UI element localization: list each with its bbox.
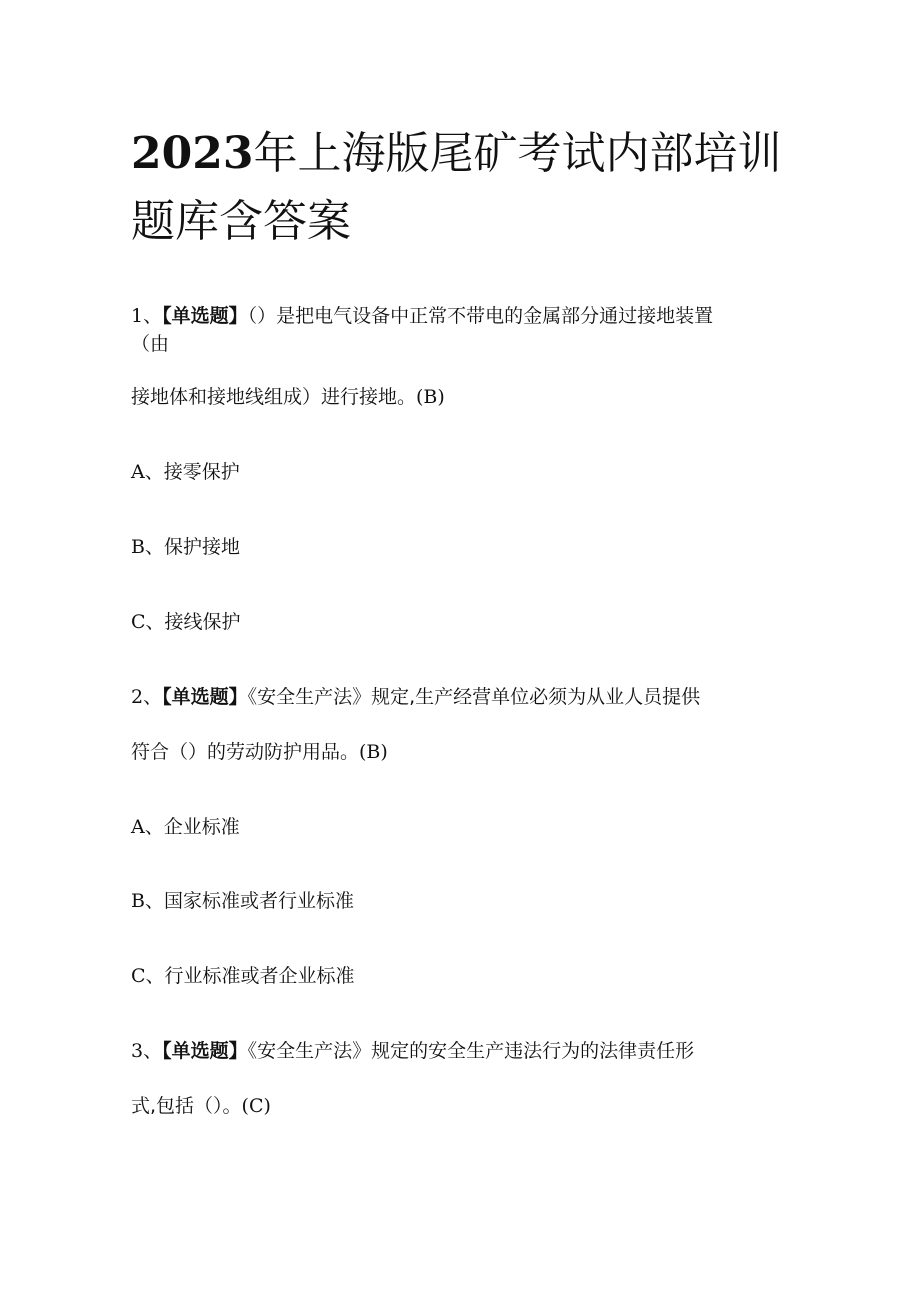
question-2-text-cont: 符合（）的劳动防护用品。 — [131, 741, 360, 763]
question-1-text-cont: 接地体和接地线组成）进行接地。 — [131, 386, 417, 408]
question-1-number: 1、 — [131, 305, 163, 327]
question-1-line-3 — [131, 384, 445, 410]
question-3-line-1 — [131, 1038, 694, 1064]
question-1-option-c: C、接线保护 — [131, 611, 241, 633]
question-3-text: 《安全生产法》规定的安全生产违法行为的法律责任形 — [247, 1040, 695, 1062]
question-2-option-a: A、企业标准 — [131, 816, 240, 838]
question-1-line-1 — [131, 303, 713, 329]
question-1-text: （）是把电气设备中正常不带电的金属部分通过接地装置 — [247, 305, 714, 327]
question-3-text-cont: 式,包括（）。 — [131, 1095, 242, 1117]
title-year: 2023 — [131, 128, 254, 179]
question-1-line-2: （由 — [131, 333, 170, 355]
question-3-type: 【单选题】 — [162, 1040, 248, 1062]
question-2-number: 2、 — [131, 686, 163, 708]
question-1-type: 【单选题】 — [162, 305, 248, 327]
question-2-line-1 — [131, 684, 700, 710]
question-3-line-2 — [131, 1093, 271, 1119]
question-2-option-c: C、行业标准或者企业标准 — [131, 965, 355, 987]
question-1-option-b: B、保护接地 — [131, 536, 240, 558]
question-2-line-2 — [131, 739, 388, 765]
title-text: 年上海版尾矿考试内部培训 — [253, 128, 782, 179]
question-3-answer: (C) — [241, 1095, 271, 1117]
question-3-number: 3、 — [131, 1040, 163, 1062]
document-title-line-2: 题库含答案 — [131, 196, 351, 247]
question-2-text: 《安全生产法》规定,生产经营单位必须为从业人员提供 — [247, 686, 701, 708]
question-2-type: 【单选题】 — [162, 686, 248, 708]
question-1-option-a: A、接零保护 — [131, 461, 240, 483]
question-1-answer: (B) — [416, 386, 445, 408]
question-2-answer: (B) — [359, 741, 388, 763]
document-title-line-1 — [131, 126, 781, 182]
question-2-option-b: B、国家标准或者行业标准 — [131, 890, 354, 912]
